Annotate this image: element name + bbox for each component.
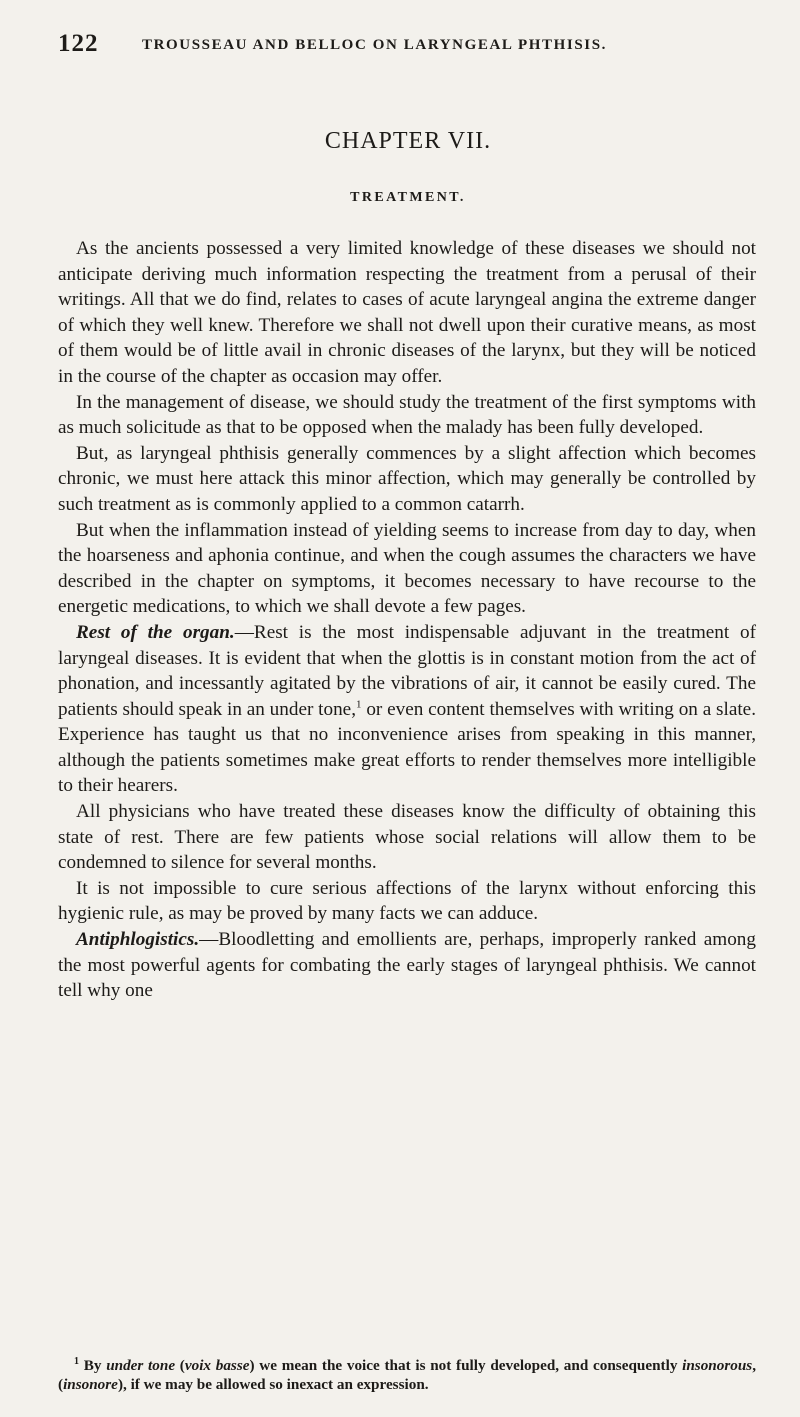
footnote-term: under tone — [106, 1357, 176, 1374]
footnote-text: ), if we may be allowed so inexact an expression. — [117, 1376, 429, 1394]
section-title: TREATMENT. — [350, 190, 466, 205]
paragraph — [58, 236, 756, 390]
footnote-term: insonore — [63, 1376, 118, 1394]
paragraph — [58, 876, 756, 927]
footnote-term: voix basse — [184, 1357, 250, 1374]
footnote — [58, 1356, 756, 1395]
paragraph-text: But when the inflammation instead of yielding seems to increase from day to day, when the hoarseness and aphonia continue, and when the cough assumes the characters we have described in the chapter on symptoms, it becomes necessary to have recourse to the energetic medications, to which we shall devote a few pages. — [58, 519, 756, 618]
footnote-term: insonorous — [682, 1357, 753, 1374]
footnote-text: ( — [175, 1357, 185, 1374]
paragraph-text: —Bloodletting and emollients are, perhaps, improperly ranked among the most powerful agents for combating the early stages of laryngeal phthisis. We cannot tell why one — [58, 929, 756, 1002]
paragraph-lead-heading: Rest of the organ. — [76, 621, 235, 643]
paragraph — [58, 620, 756, 799]
chapter-title: CHAPTER VII. — [324, 128, 492, 154]
footnote-text: ) we mean the voice that is not fully developed, and consequently — [249, 1357, 683, 1374]
paragraph-lead-heading: Antiphlogistics. — [76, 929, 200, 951]
page-number: 122 — [58, 30, 99, 57]
running-head — [58, 30, 758, 60]
paragraph-text: As the ancients possessed a very limited knowledge of these diseases we should not anticipate deriving much information respecting the treatment from a perusal of their writings. All that we do find, relates to cases of acute laryngeal angina the extreme danger of which they well knew. Therefore we shall not dwell upon their curative means, as most of them would be of little avail in chronic diseases of the larynx, but they will be noticed in the course of the chapter as occasion may offer. — [58, 238, 756, 387]
body-text — [58, 236, 756, 1004]
footnote-reference: 1 — [356, 698, 362, 711]
paragraph-text: —Rest is the most indispensable adjuvant in the treatment of laryngeal diseases. It is evident that when the glottis is in constant motion from the act of phonation, and incessantly agitated by the vibrations of air, it cannot be easily cured. The patients should speak in an under tone, — [58, 621, 756, 720]
footnote-mark: 1 — [74, 1355, 79, 1367]
running-title: TROUSSEAU AND BELLOC ON LARYNGEAL PHTHISIS. — [142, 37, 608, 53]
paragraph — [58, 799, 756, 876]
paragraph-text: It is not impossible to cure serious affections of the larynx without enforcing this hygienic rule, as may be proved by many facts we can adduce. — [58, 877, 756, 925]
paragraph-text: All physicians who have treated these diseases know the difficulty of obtaining this state of rest. There are few patients whose social relations will allow them to be condemned to silence for several months. — [58, 801, 756, 874]
footnote-text: By — [79, 1357, 107, 1374]
paragraph-text: But, as laryngeal phthisis generally commences by a slight affection which becomes chronic, we must here attack this minor affection, which may generally be controlled by such treatment as is commonly applied to a common catarrh. — [58, 442, 756, 515]
paragraph-text-continued: or even content themselves with writing on a slate. Experience has taught us that no inconvenience arises from speaking in this manner, although the patients sometimes make great efforts to render themselves more intelligible to their hearers. — [58, 698, 756, 797]
paragraph — [58, 441, 756, 518]
paragraph — [58, 518, 756, 620]
paragraph-text: In the management of disease, we should study the treatment of the first symptoms with as much solicitude as that to be opposed when the malady has been fully developed. — [58, 391, 756, 439]
paragraph — [58, 390, 756, 441]
footnote-text: , ( — [58, 1357, 757, 1394]
paragraph — [58, 927, 756, 1004]
